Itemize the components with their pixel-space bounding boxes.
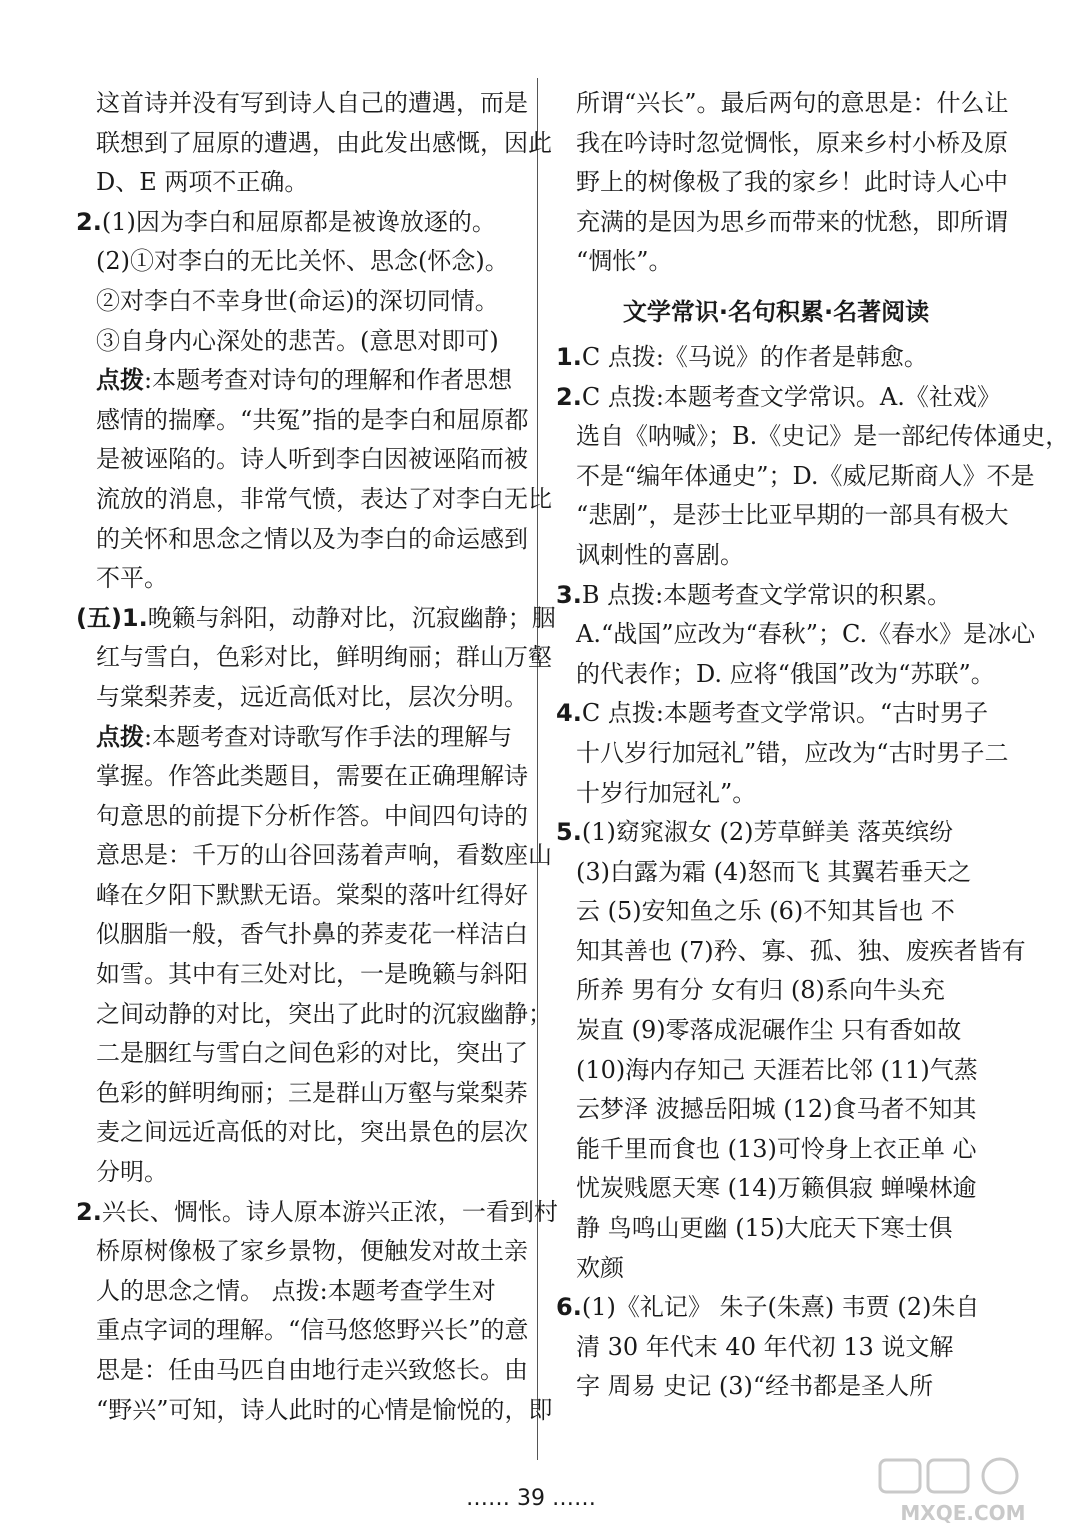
text-line [556,1130,996,1170]
line-text: (10)海内存知己 天涯若比邻 (11)气蒸 [576,1055,978,1084]
text-line [76,1351,528,1391]
text-line [76,440,528,480]
text-line [76,599,556,639]
line-text: 的关怀和思念之情以及为李白的命运感到 [96,524,528,553]
right-column-bottom [556,338,1069,1407]
text-line [556,124,1008,164]
line-text: :本题考查对诗句的理解和作者思想 [144,366,513,395]
text-line [556,378,1001,418]
text-line [556,734,1009,774]
text-line [76,876,528,916]
text-line [76,1232,528,1272]
line-text: 是被诬陷的。诗人听到李白因被诬陷而被 [96,445,528,474]
line-text: 这首诗并没有写到诗人自己的遭遇，而是 [96,89,528,117]
text-line [556,457,1035,497]
text-line [76,480,552,520]
text-line [76,203,520,243]
line-text: (3)白露为霜 (4)怒而飞 其翼若垂天之 [576,857,972,886]
hint-keyword: 点拨 [96,722,144,751]
text-line [76,1272,520,1312]
text-line [556,338,996,378]
text-line [556,1169,996,1209]
item-number: 5. [556,818,582,847]
line-text: 野上的树像极了我的家乡！此时诗人心中 [576,168,1008,197]
text-line [76,242,520,282]
line-text: (2)①对李白的无比关怀、思念(怀念)。 [96,247,509,276]
line-text: 的代表作；D. 应将“俄国”改为“苏联”。 [576,659,995,688]
item-number: 2. [76,207,102,236]
text-line [76,718,520,758]
line-text: 所养 男有分 女有归 (8)系向牛头充 [576,976,945,1005]
hint-keyword: 点拨 [96,366,144,395]
line-text: 云 (5)安知鱼之乐 (6)不知其旨也 不 [576,897,955,926]
line-text: C 点拨:本题考查文学常识。“古时男子 [581,699,989,728]
text-line [556,813,996,853]
text-line [76,1193,558,1233]
text-line [556,1288,996,1328]
line-text: 之间动静的对比，突出了此时的沉寂幽静； [96,999,552,1028]
line-text: 不平。 [96,564,168,593]
text-line [76,1153,520,1193]
line-text: :本题考查对诗歌写作手法的理解与 [144,722,513,751]
item-number: (五)1. [76,603,148,632]
text-line [556,655,996,695]
text-line [76,995,552,1035]
text-line [76,757,528,797]
line-text: 忧炭贱愿天寒 (14)万籁俱寂 蝉噪林逾 [576,1174,977,1203]
line-text: (1)《礼记》 朱子(朱熹) 韦贾 (2)朱自 [581,1293,980,1322]
line-text: 清 30 年代末 40 年代初 13 说文解 [576,1332,954,1361]
line-text: 重点字词的理解。“信马悠悠野兴长”的意 [96,1316,529,1345]
line-text: 人的思念之情。 点拨:本题考查学生对 [96,1276,496,1305]
text-line [556,1367,996,1407]
text-line [76,955,528,995]
line-text: (1)窈窕淑女 (2)芳草鲜美 落英缤纷 [581,818,954,847]
text-line [76,915,528,955]
text-line [556,242,996,282]
line-text: (1)因为李白和屈原都是被谗放逐的。 [101,207,496,236]
line-text: 如雪。其中有三处对比，一是晚籁与斜阳 [96,960,528,989]
line-text: ③自身内心深处的悲苦。(意思对即可) [96,326,499,355]
text-line [76,1391,553,1431]
line-text: 与棠梨荞麦，远近高低对比，层次分明。 [96,682,528,711]
line-text: 兴长、惆怅。诗人原本游兴正浓，一看到村 [101,1197,558,1226]
text-line [76,678,528,718]
line-text: 知其善也 (7)矜、寡、孤、独、废疾者皆有 [576,936,1026,965]
text-line [76,559,520,599]
text-line [556,576,996,616]
left-column [76,84,558,1430]
text-line [556,932,1026,972]
line-text: 红与雪白，色彩对比，鲜明绚丽；群山万壑 [96,643,552,672]
line-text: 峰在夕阳下默默无语。棠梨的落叶红得好 [96,880,528,909]
line-text: 色彩的鲜明绚丽；三是群山万壑与棠梨荞 [96,1078,528,1107]
text-line [556,536,996,576]
text-line [556,615,1036,655]
column-divider [537,78,538,1460]
text-line [556,417,1069,457]
text-line [76,638,552,678]
line-text: 欢颜 [576,1253,624,1282]
line-text: 我在吟诗时忽觉惆怅，原来乡村小桥及原 [576,128,1008,157]
line-text: 意思是：千万的山谷回荡着声响，看数座山 [96,841,552,870]
svg-text:MXQE.COM: MXQE.COM [900,1501,1026,1525]
line-text: 云梦泽 波撼岳阳城 (12)食马者不知其 [576,1095,977,1124]
text-line [556,1051,996,1091]
line-text: “悲剧”，是莎士比亚早期的一部具有极大 [576,501,1009,530]
text-line [76,520,528,560]
line-text: 思是：任由马匹自由地行走兴致悠长。由 [96,1356,528,1384]
text-line [556,163,1008,203]
text-line [556,892,996,932]
line-text: 能千里而食也 (13)可怜身上衣正单 心 [576,1134,977,1163]
text-line [556,1249,996,1289]
item-number: 6. [556,1293,582,1322]
text-line [76,361,520,401]
watermark-logo [878,1456,1048,1526]
line-text: C 点拨:《马说》的作者是韩愈。 [581,342,928,371]
line-text: 讽刺性的喜剧。 [576,540,744,569]
line-text: 句意思的前提下分析作答。中间四句诗的 [96,801,528,830]
item-number: 2. [556,382,582,411]
text-line [76,1034,528,1074]
line-text: “野兴”可知，诗人此时的心情是愉悦的，即 [96,1395,553,1424]
text-line [76,1311,529,1351]
line-text: 流放的消息，非常气愤，表达了对李白无比 [96,484,552,513]
line-text: C 点拨:本题考查文学常识。A.《社戏》 [581,382,1001,411]
text-line [556,774,996,814]
text-line [556,694,996,734]
text-line [76,84,528,124]
line-text: 联想到了屈原的遭遇，由此发出感慨，因此 [96,128,552,157]
text-line [556,203,1008,243]
line-text: ②对李白不幸身世(命运)的深切同情。 [96,286,499,315]
text-line [76,1113,528,1153]
text-line [76,797,528,837]
line-text: 感情的揣摩。“共冤”指的是李白和屈原都 [96,405,529,434]
right-column-top [556,84,1009,282]
text-line [76,1074,528,1114]
line-text: 晚籁与斜阳，动静对比，沉寂幽静；胭 [147,603,556,632]
right-column [556,84,1069,1407]
line-text: 桥原树像极了家乡景物，便触发对故土亲 [96,1237,528,1266]
text-line [556,1011,996,1051]
line-text: 所谓“兴长”。最后两句的意思是：什么让 [576,89,1009,117]
item-number: 4. [556,699,582,728]
line-text: 字 周易 史记 (3)“经书都是圣人所 [576,1372,934,1401]
line-text: 分明。 [96,1158,168,1187]
line-text: 选自《呐喊》；B.《史记》是一部纪传体通史， [576,422,1069,451]
text-line [556,1209,996,1249]
text-line [556,84,1009,124]
text-line [556,496,1009,536]
line-text: 麦之间远近高低的对比，突出景色的层次 [96,1118,528,1147]
text-line [76,282,520,322]
line-text: 十八岁行加冠礼”错，应改为“古时男子二 [576,738,1009,767]
text-line [76,401,529,441]
item-number: 2. [76,1197,102,1226]
line-text: 十岁行加冠礼”。 [576,778,757,807]
line-text: “惆怅”。 [576,247,673,276]
text-line [76,124,552,164]
line-text: B 点拨:本题考查文学常识的积累。 [581,580,952,609]
text-line [556,971,996,1011]
text-line [76,163,520,203]
section-title: 文学常识·名句积累·名著阅读 [622,297,930,326]
line-text: 不是“编年体通史”；D.《威尼斯商人》不是 [576,461,1035,490]
line-text: A.“战国”应改为“春秋”；C.《春水》是冰心 [576,620,1036,649]
line-text: 掌握。作答此类题目，需要在正确理解诗 [96,762,528,791]
line-text: 静 鸟鸣山更幽 (15)大庇天下寒士俱 [576,1214,953,1243]
page-number: …… 39 …… [466,1486,596,1511]
line-text: 二是胭红与雪白之间色彩的对比，突出了 [96,1039,528,1068]
line-text: D、E 两项不正确。 [96,168,309,197]
item-number: 3. [556,580,582,609]
text-line [556,1090,996,1130]
text-line [556,853,996,893]
text-line [76,322,520,362]
item-number: 1. [556,342,582,371]
line-text: 似胭脂一般，香气扑鼻的荞麦花一样洁白 [96,920,528,949]
text-line [76,836,552,876]
line-text: 炭直 (9)零落成泥碾作尘 只有香如故 [576,1016,962,1045]
text-line [556,1328,996,1368]
line-text: 充满的是因为思乡而带来的忧愁，即所谓 [576,207,1008,236]
